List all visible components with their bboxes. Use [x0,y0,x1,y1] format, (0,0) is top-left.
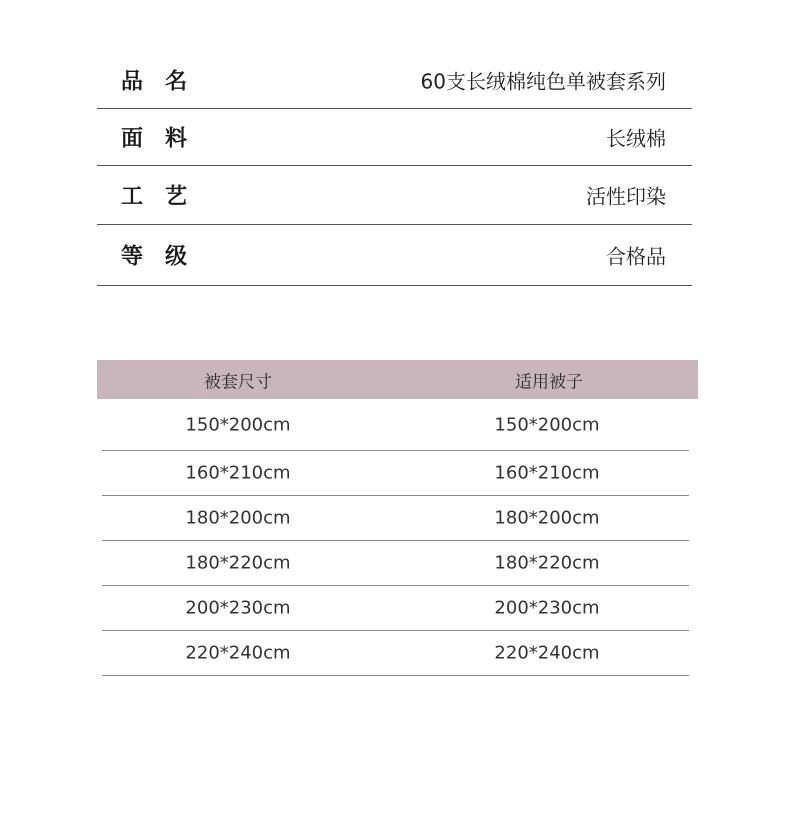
cell-cover-size: 180*200cm [185,507,291,529]
spec-value: 活性印染 [586,184,666,209]
cell-fit-quilt: 150*200cm [494,414,600,435]
spec-row-fabric [97,109,692,166]
spec-row-grade [97,225,692,286]
cell-fit-quilt: 160*210cm [494,462,600,484]
spec-label: 工艺 [121,184,210,210]
cell-fit-quilt: 200*230cm [494,597,600,619]
spec-label: 等级 [121,244,210,270]
spec-label: 面料 [121,126,210,152]
product-spec-table [97,51,692,286]
cell-fit-quilt: 220*240cm [494,642,600,664]
cell-cover-size: 150*200cm [185,414,291,435]
spec-value: 60支长绒棉纯色单被套系列 [420,69,666,93]
table-row [102,586,689,631]
cell-cover-size: 180*220cm [185,552,291,574]
cell-fit-quilt: 180*200cm [494,507,600,529]
spec-row-name [97,51,692,109]
spec-row-craft [97,166,692,225]
cell-fit-quilt: 180*220cm [494,552,600,574]
table-row [102,399,689,451]
header-fit-quilt: 适用被子 [515,372,583,392]
table-row [102,496,689,541]
header-cover-size: 被套尺寸 [204,372,272,392]
spec-label: 品名 [121,69,210,94]
cell-cover-size: 160*210cm [185,462,291,484]
size-table-body [102,399,689,676]
size-table-header [97,360,698,399]
cell-cover-size: 220*240cm [185,642,291,664]
cell-cover-size: 200*230cm [185,597,291,619]
size-table [97,360,698,676]
table-row [102,631,689,676]
table-row [102,451,689,496]
spec-value: 长绒棉 [606,126,666,151]
table-row [102,541,689,586]
spec-value: 合格品 [606,244,666,269]
